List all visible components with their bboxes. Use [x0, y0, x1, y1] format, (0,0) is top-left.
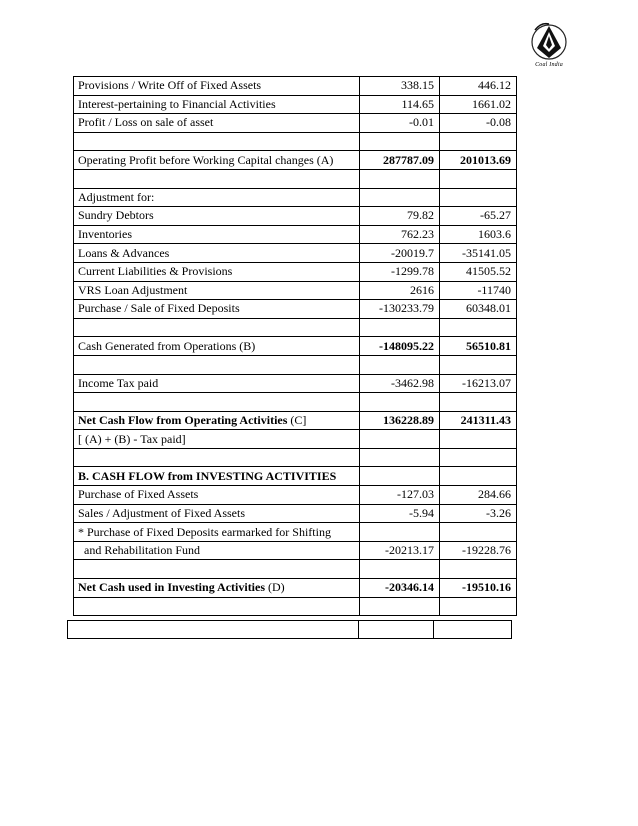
- row-label: [74, 132, 360, 151]
- previous-year-value: -11740: [440, 281, 517, 300]
- previous-year-value: 446.12: [440, 77, 517, 96]
- row-label-bold: Net Cash Flow from Operating Activities: [78, 412, 288, 427]
- row-label: Sales / Adjustment of Fixed Assets: [74, 504, 360, 523]
- row-label: Loans & Advances: [74, 244, 360, 263]
- previous-year-value: [440, 393, 517, 412]
- previous-year-value: -19510.16: [440, 579, 517, 598]
- section-heading: B. CASH FLOW from INVESTING ACTIVITIES: [74, 467, 360, 486]
- current-year-value: -3462.98: [360, 374, 440, 393]
- previous-year-value: [440, 523, 517, 542]
- table-row: [74, 560, 517, 579]
- table-row: [74, 151, 517, 170]
- table-row: [74, 467, 517, 486]
- current-year-value: 762.23: [360, 225, 440, 244]
- current-year-value: -20019.7: [360, 244, 440, 263]
- table-row: [74, 169, 517, 188]
- row-label: Provisions / Write Off of Fixed Assets: [74, 77, 360, 96]
- row-label-bold: Net Cash used in Investing Activities: [78, 580, 266, 595]
- row-label: [74, 393, 360, 412]
- row-label: Current Liabilities & Provisions: [74, 262, 360, 281]
- table-row: [74, 411, 517, 430]
- table-row: [74, 95, 517, 114]
- current-year-value: [360, 467, 440, 486]
- row-label: [74, 411, 360, 430]
- row-label: [74, 169, 360, 188]
- current-year-value: -127.03: [360, 486, 440, 505]
- row-label: Inventories: [74, 225, 360, 244]
- previous-year-value: 284.66: [440, 486, 517, 505]
- table-row: [74, 393, 517, 412]
- empty-cell: [434, 621, 512, 639]
- row-label: Adjustment for:: [74, 188, 360, 207]
- previous-year-value: 60348.01: [440, 300, 517, 319]
- previous-year-value: -3.26: [440, 504, 517, 523]
- table-row: [74, 448, 517, 467]
- table-row: [74, 132, 517, 151]
- current-year-value: -1299.78: [360, 262, 440, 281]
- table-row: [74, 225, 517, 244]
- table-row: [68, 621, 512, 639]
- table-row: [74, 281, 517, 300]
- table-row: [74, 355, 517, 374]
- row-label: Purchase of Fixed Assets: [74, 486, 360, 505]
- current-year-value: [360, 597, 440, 616]
- table-row: [74, 486, 517, 505]
- table-row: [74, 207, 517, 226]
- table-row: [74, 77, 517, 96]
- row-label: Cash Generated from Operations (B): [74, 337, 360, 356]
- previous-year-value: -19228.76: [440, 541, 517, 560]
- row-label: * Purchase of Fixed Deposits earmarked for Shifting: [74, 523, 360, 542]
- table-row: [74, 114, 517, 133]
- row-label: [74, 597, 360, 616]
- previous-year-value: [440, 132, 517, 151]
- previous-year-value: -16213.07: [440, 374, 517, 393]
- current-year-value: [360, 188, 440, 207]
- row-label: [74, 560, 360, 579]
- previous-year-value: [440, 318, 517, 337]
- row-label: [74, 355, 360, 374]
- row-label-suffix: (D): [265, 580, 285, 595]
- row-label: Profit / Loss on sale of asset: [74, 114, 360, 133]
- row-label: VRS Loan Adjustment: [74, 281, 360, 300]
- row-label-suffix: (C]: [287, 412, 307, 427]
- table-row: [74, 597, 517, 616]
- table-row: [74, 300, 517, 319]
- table-row: [74, 523, 517, 542]
- table-row: [74, 244, 517, 263]
- empty-cell: [359, 621, 434, 639]
- current-year-value: 338.15: [360, 77, 440, 96]
- table-row: [74, 337, 517, 356]
- previous-year-value: 1603.6: [440, 225, 517, 244]
- previous-year-value: 241311.43: [440, 411, 517, 430]
- current-year-value: [360, 355, 440, 374]
- previous-year-value: [440, 355, 517, 374]
- current-year-value: [360, 430, 440, 449]
- previous-year-value: -35141.05: [440, 244, 517, 263]
- previous-year-value: [440, 597, 517, 616]
- table-row: [74, 541, 517, 560]
- current-year-value: -20213.17: [360, 541, 440, 560]
- row-label: and Rehabilitation Fund: [74, 541, 360, 560]
- current-year-value: -5.94: [360, 504, 440, 523]
- row-label: [74, 448, 360, 467]
- previous-year-value: [440, 467, 517, 486]
- table-row: [74, 579, 517, 598]
- previous-year-value: [440, 560, 517, 579]
- table-footer-border-row: [67, 620, 512, 639]
- table-row: [74, 374, 517, 393]
- current-year-value: [360, 132, 440, 151]
- previous-year-value: 56510.81: [440, 337, 517, 356]
- empty-cell: [68, 621, 359, 639]
- current-year-value: [360, 393, 440, 412]
- current-year-value: -0.01: [360, 114, 440, 133]
- current-year-value: 114.65: [360, 95, 440, 114]
- row-label: Operating Profit before Working Capital changes (A): [74, 151, 360, 170]
- current-year-value: 287787.09: [360, 151, 440, 170]
- current-year-value: -148095.22: [360, 337, 440, 356]
- previous-year-value: -65.27: [440, 207, 517, 226]
- current-year-value: [360, 523, 440, 542]
- table-row: [74, 188, 517, 207]
- current-year-value: -130233.79: [360, 300, 440, 319]
- previous-year-value: 1661.02: [440, 95, 517, 114]
- table-row: [74, 504, 517, 523]
- cash-flow-table: [73, 76, 517, 616]
- current-year-value: -20346.14: [360, 579, 440, 598]
- previous-year-value: -0.08: [440, 114, 517, 133]
- previous-year-value: [440, 430, 517, 449]
- previous-year-value: 201013.69: [440, 151, 517, 170]
- table-row: [74, 318, 517, 337]
- row-label: Purchase / Sale of Fixed Deposits: [74, 300, 360, 319]
- previous-year-value: 41505.52: [440, 262, 517, 281]
- table-row: [74, 430, 517, 449]
- row-label: [ (A) + (B) - Tax paid]: [74, 430, 360, 449]
- previous-year-value: [440, 169, 517, 188]
- previous-year-value: [440, 448, 517, 467]
- table-row: [74, 262, 517, 281]
- current-year-value: 2616: [360, 281, 440, 300]
- row-label: [74, 579, 360, 598]
- current-year-value: [360, 169, 440, 188]
- logo-caption: Coal India: [535, 62, 563, 68]
- current-year-value: [360, 560, 440, 579]
- current-year-value: [360, 318, 440, 337]
- current-year-value: 79.82: [360, 207, 440, 226]
- current-year-value: [360, 448, 440, 467]
- row-label: Interest-pertaining to Financial Activities: [74, 95, 360, 114]
- row-label: Sundry Debtors: [74, 207, 360, 226]
- row-label: [74, 318, 360, 337]
- current-year-value: 136228.89: [360, 411, 440, 430]
- previous-year-value: [440, 188, 517, 207]
- row-label: Income Tax paid: [74, 374, 360, 393]
